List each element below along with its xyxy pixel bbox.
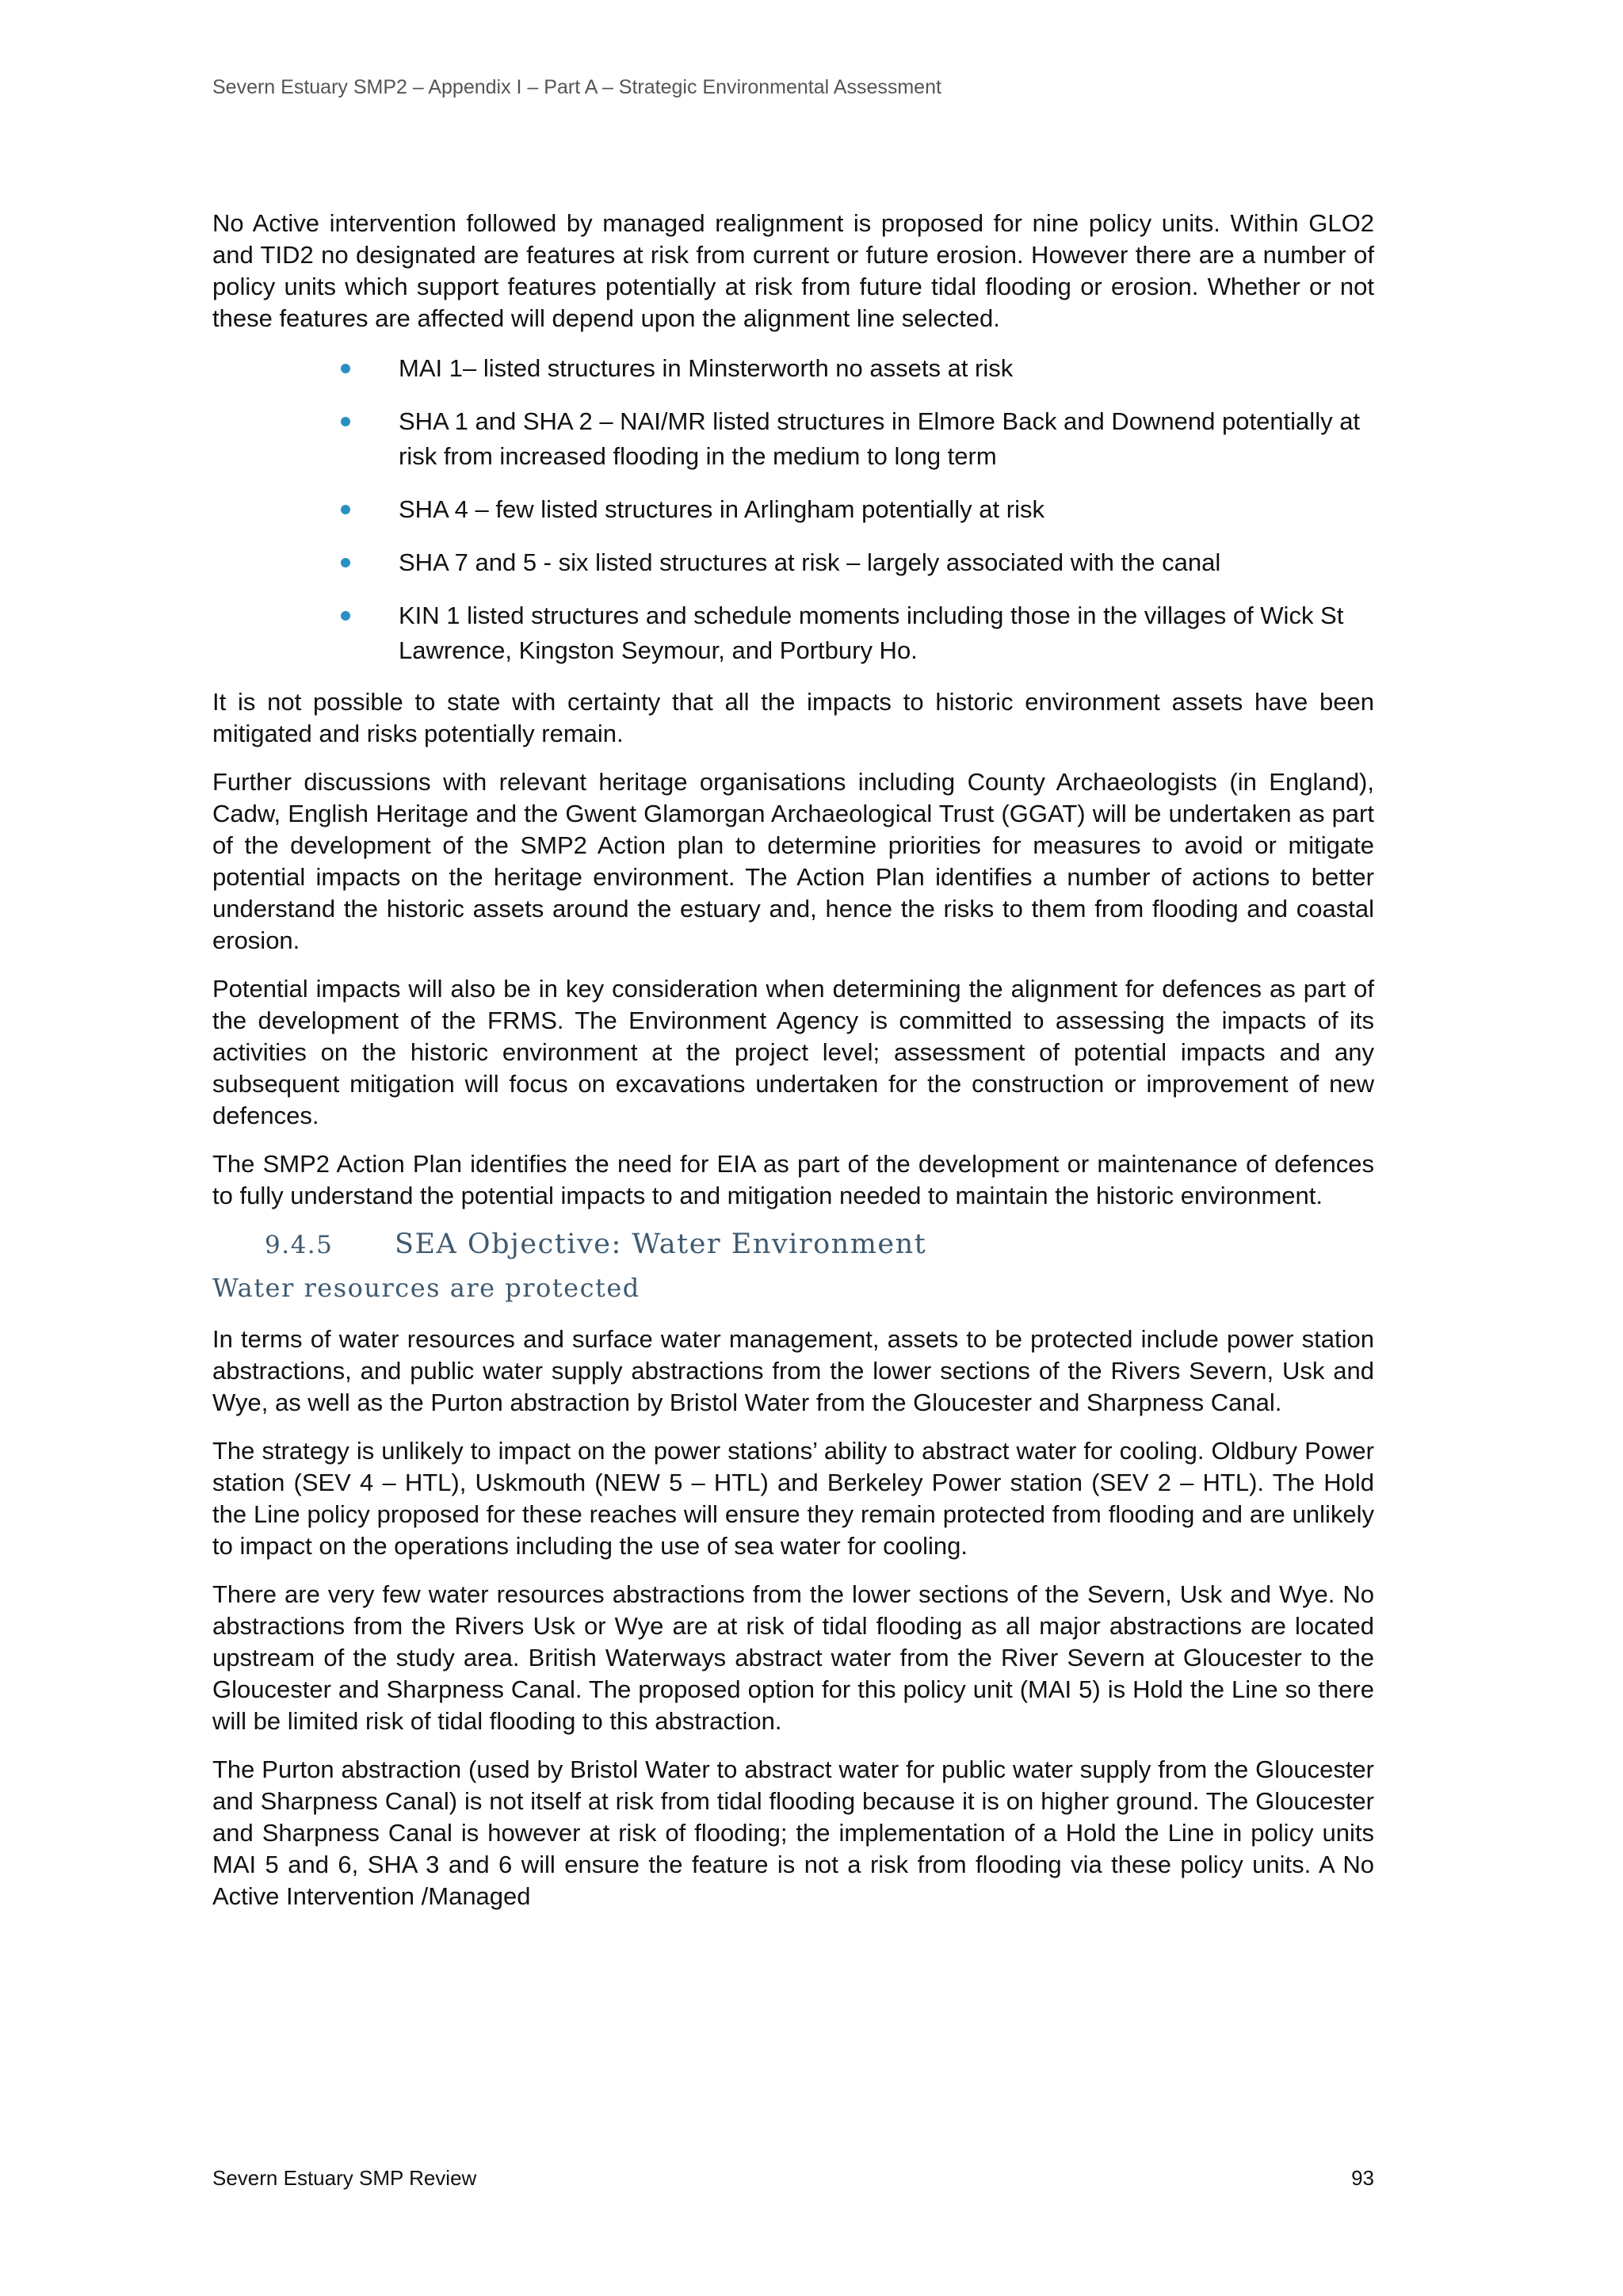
body-paragraph: In terms of water resources and surface water management, assets to be protected include power station abstractions, and public water supply abstractions from the lower sections of the Rivers Severn, Usk and Wye, as well as the Purton abstraction by Bristol Water from the Gloucester and Sharpness Canal. — [212, 1325, 1374, 1416]
body-paragraph: Further discussions with relevant heritage organisations including County Archaeologists (in England), Cadw, English Heritage and the Gwent Glamorgan Archaeological Trust (GGAT) will be undertaken as part of the development of the SMP2 Action plan to determine priorities for measures to avoid or mitigate potential impacts on the heritage environment. The Action Plan identifies a number of actions to better understand the historic assets around the estuary and, hence the risks to them from flooding and coastal erosion. — [212, 768, 1374, 954]
list-item — [212, 492, 1374, 527]
bullet-icon — [341, 417, 350, 426]
page-number: 93 — [1351, 2166, 1374, 2190]
document-body — [212, 208, 1374, 1929]
body-paragraph: There are very few water resources abstractions from the lower sections of the Severn, Usk and Wye. No abstractions from the Rivers Usk or Wye are at risk of tidal flooding as all major abstractions are located upstream of the study area. British Waterways abstract water from the River Severn at Gloucester to the Gloucester and Sharpness Canal. The proposed option for this policy unit (MAI 5) is Hold the Line so there will be limited risk of tidal flooding to this abstraction. — [212, 1580, 1374, 1735]
body-paragraph: The strategy is unlikely to impact on the power stations’ ability to abstract water for cooling. Oldbury Power station (SEV 4 – HTL), Uskmouth (NEW 5 – HTL) and Berkeley Power station (SEV 2 – HTL). The Hold the Line policy proposed for these reaches will ensure they remain protected from flooding and are unlikely to impact on the operations including the use of sea water for cooling. — [212, 1437, 1374, 1560]
body-paragraph: Potential impacts will also be in key consideration when determining the alignment for defences as part of the development of the FRMS. The Environment Agency is committed to assessing the impacts of its activities on the historic environment at the project level; assessment of potential impacts and any subsequent mitigation will focus on excavations undertaken for the construction or improvement of new defences. — [212, 975, 1374, 1129]
bullet-icon — [341, 505, 350, 514]
body-paragraph: The Purton abstraction (used by Bristol Water to abstract water for public water supply from the Gloucester and Sharpness Canal) is not itself at risk from tidal flooding because it is on higher ground. The Gloucester and Sharpness Canal is however at risk of flooding; the implementation of a Hold the Line in policy units MAI 5 and 6, SHA 3 and 6 will ensure the feature is not a risk from flooding via these policy units. A No Active Intervention /Managed — [212, 1755, 1374, 1910]
list-item-text: SHA 1 and SHA 2 – NAI/MR listed structures in Elmore Back and Downend potentially at risk from increased flooding in the medium to long term — [399, 407, 1361, 470]
body-paragraph: It is not possible to state with certainty that all the impacts to historic environment assets have been mitigated and risks potentially remain. — [212, 688, 1374, 747]
list-item — [212, 598, 1374, 668]
bullet-icon — [341, 558, 350, 567]
bullet-icon — [341, 364, 350, 373]
section-heading — [212, 1228, 1374, 1260]
footer-title: Severn Estuary SMP Review — [212, 2166, 477, 2190]
list-item — [212, 404, 1374, 474]
list-item-text: MAI 1– listed structures in Minsterworth no assets at risk — [399, 354, 1014, 382]
body-paragraph: No Active intervention followed by managed realignment is proposed for nine policy units. Within GLO2 and TID2 no designated are features at risk from current or future erosion. However there are a number of policy units which support features potentially at risk from future tidal flooding or erosion. Whether or not these features are affected will depend upon the alignment line selected. — [212, 209, 1374, 332]
list-item-text: SHA 7 and 5 - six listed structures at risk – largely associated with the canal — [399, 548, 1221, 576]
list-item-text: KIN 1 listed structures and schedule moments including those in the villages of Wick St Lawrence, Kingston Seymour, and Portbury Ho. — [399, 602, 1344, 664]
section-title: SEA Objective: Water Environment — [395, 1228, 927, 1260]
body-paragraph: The SMP2 Action Plan identifies the need for EIA as part of the development or maintenance of defences to fully understand the potential impacts to and mitigation needed to maintain the historic environment. — [212, 1150, 1374, 1209]
subheading: Water resources are protected — [212, 1273, 640, 1303]
bullet-icon — [341, 611, 350, 621]
running-header: Severn Estuary SMP2 – Appendix I – Part A – Strategic Environmental Assessment — [212, 76, 941, 98]
list-item — [212, 545, 1374, 580]
bullet-list — [212, 351, 1374, 668]
list-item-text: SHA 4 – few listed structures in Arlingham potentially at risk — [399, 495, 1044, 523]
section-number: 9.4.5 — [265, 1231, 334, 1259]
list-item — [212, 351, 1374, 386]
